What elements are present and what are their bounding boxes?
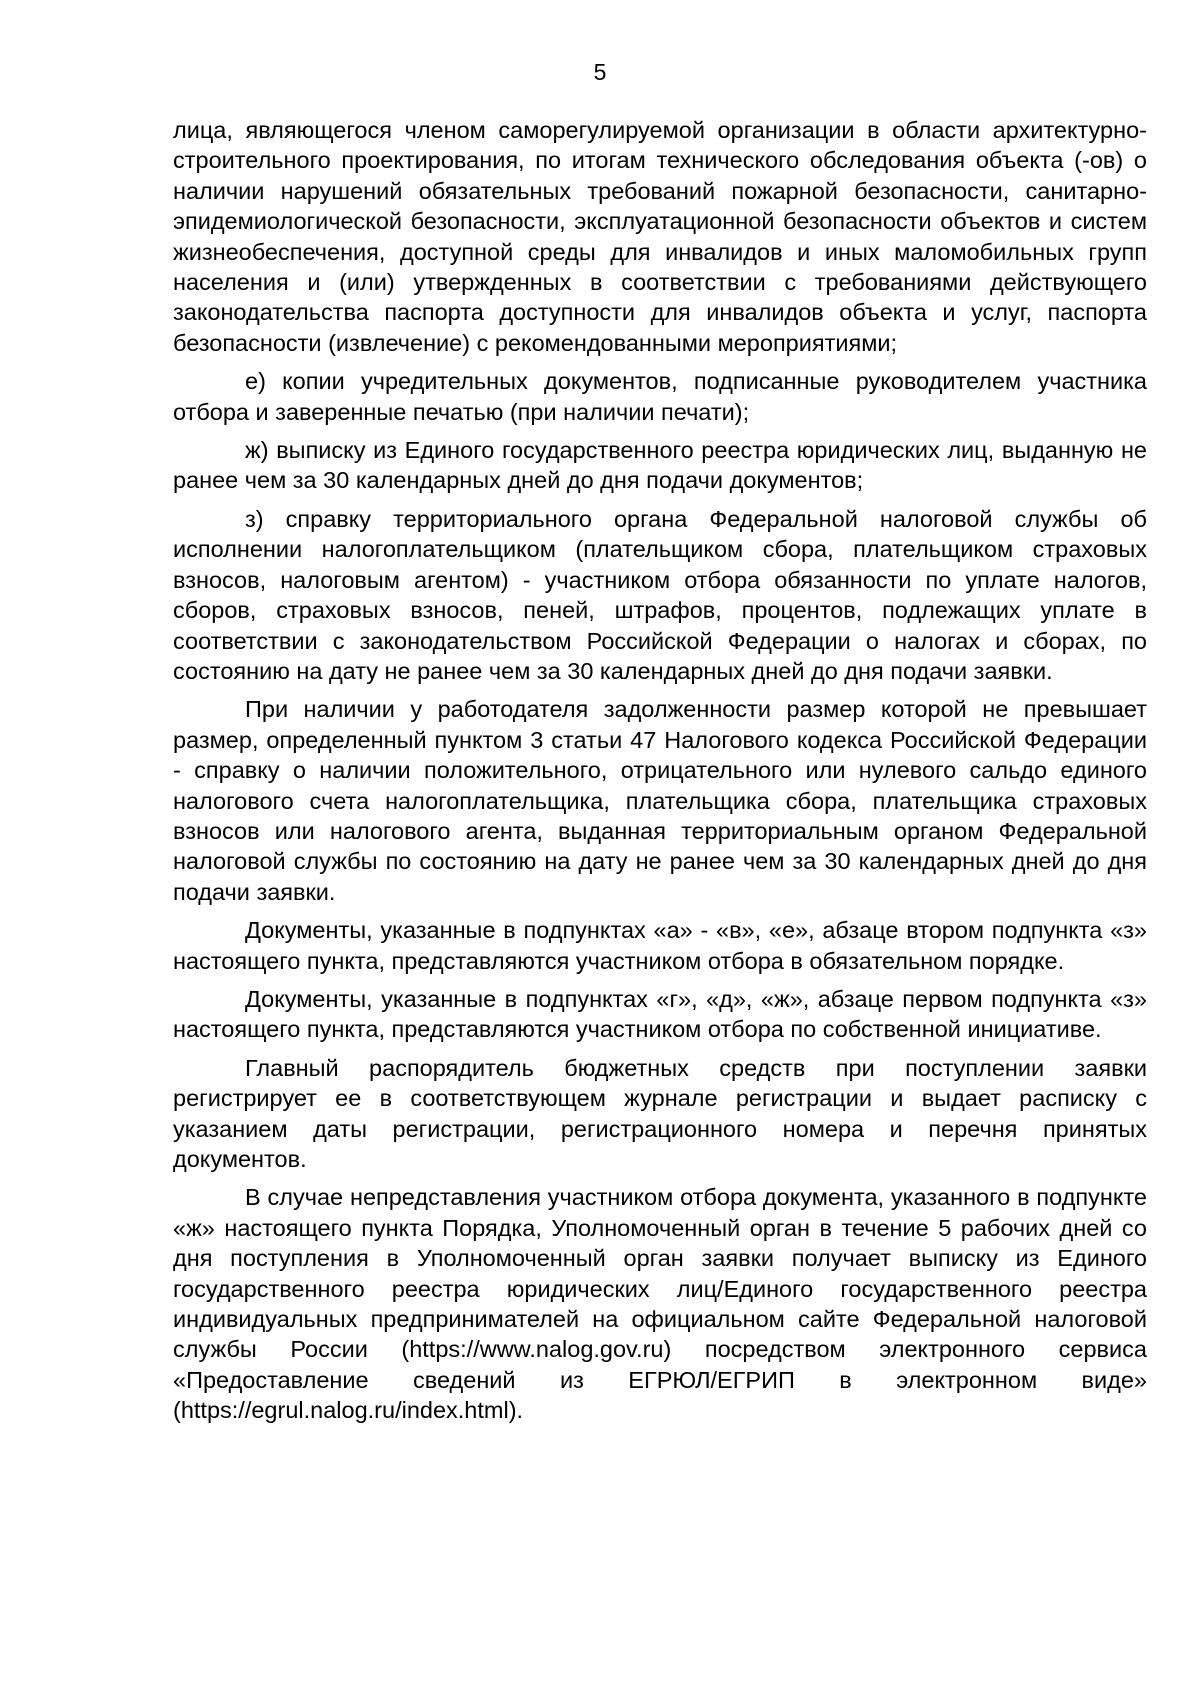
paragraph-registration: Главный распорядитель бюджетных средств при поступлении заявки регистрирует ее в соответствующем журнале регистрации и выдает расписку с указанием даты регистрации, регистрационного номера и перечня принятых документов.: [173, 1054, 1147, 1172]
paragraph-optional-documents: Документы, указанные в подпунктах «г», «д», «ж», абзаце первом подпункта «з» настоящего пункта, представляются участником отбора по собственной инициативе.: [173, 985, 1147, 1043]
paragraph-egrul-request: В случае непредставления участником отбора документа, указанного в подпункте «ж» настоящего пункта Порядка, Уполномоченный орган в течение 5 рабочих дней со дня поступления в Уполномоченный орган заявки получает выписку из Единого государственного реестра юридических лиц/Единого государственного реестра индивидуальных предпринимателей на официальном сайте Федеральной налоговой службы России (https://www.nalog.gov.ru) посредством электронного сервиса «Предоставление сведений из ЕГРЮЛ/ЕГРИП в электронном виде» (https://egrul.nalog.ru/index.html).: [173, 1184, 1147, 1424]
paragraph-item-zh: ж) выписку из Единого государственного реестра юридических лиц, выданную не ранее чем за 30 календарных дней до дня подачи документов;: [173, 437, 1147, 494]
document-body: [173, 115, 1147, 1434]
paragraph-item-z: з) справку территориального органа Федеральной налоговой службы об исполнении налогоплательщиком (плательщиком сбора, плательщиком страховых взносов, налоговым агентом) - участником отбора обязанности по уплате налогов, сборов, страховых взносов, пеней, штрафов, процентов, подлежащих уплате в соответствии с законодательством Российской Федерации о налогах и сборах, по состоянию на дату не ранее чем за 30 календарных дней до дня подачи заявки.: [173, 505, 1147, 684]
paragraph-debt-certificate: При наличии у работодателя задолженности размер которой не превышает размер, определенный пунктом 3 статьи 47 Налогового кодекса Российской Федерации - справку о наличии положительного, отрицательного или нулевого сальдо единого налогового счета налогоплательщика, плательщика сбора, плательщика страховых взносов или налогового агента, выданная территориальным органом Федеральной налоговой службы по состоянию на дату не ранее чем за 30 календарных дней до дня подачи заявки.: [173, 696, 1147, 905]
paragraph-item-e: е) копии учредительных документов, подписанные руководителем участника отбора и заверенные печатью (при наличии печати);: [173, 368, 1147, 425]
page-number: 5: [593, 59, 607, 85]
paragraph-continuation: лица, являющегося членом саморегулируемой организации в области архитектурно-строительного проектирования, по итогам технического обследования объекта (-ов) о наличии нарушений обязательных требований пожарной безопасности, санитарно-эпидемиологической безопасности, эксплуатационной безопасности объектов и систем жизнеобеспечения, доступной среды для инвалидов и иных маломобильных групп населения и (или) утвержденных в соответствии с требованиями действующего законодательства паспорта доступности для инвалидов объекта и услуг, паспорта безопасности (извлечение) с рекомендованными мероприятиями;: [173, 117, 1147, 356]
paragraph-mandatory-documents: Документы, указанные в подпунктах «а» - «в», «е», абзаце втором подпункта «з» настоящего пункта, представляются участником отбора в обязательном порядке.: [173, 917, 1147, 974]
